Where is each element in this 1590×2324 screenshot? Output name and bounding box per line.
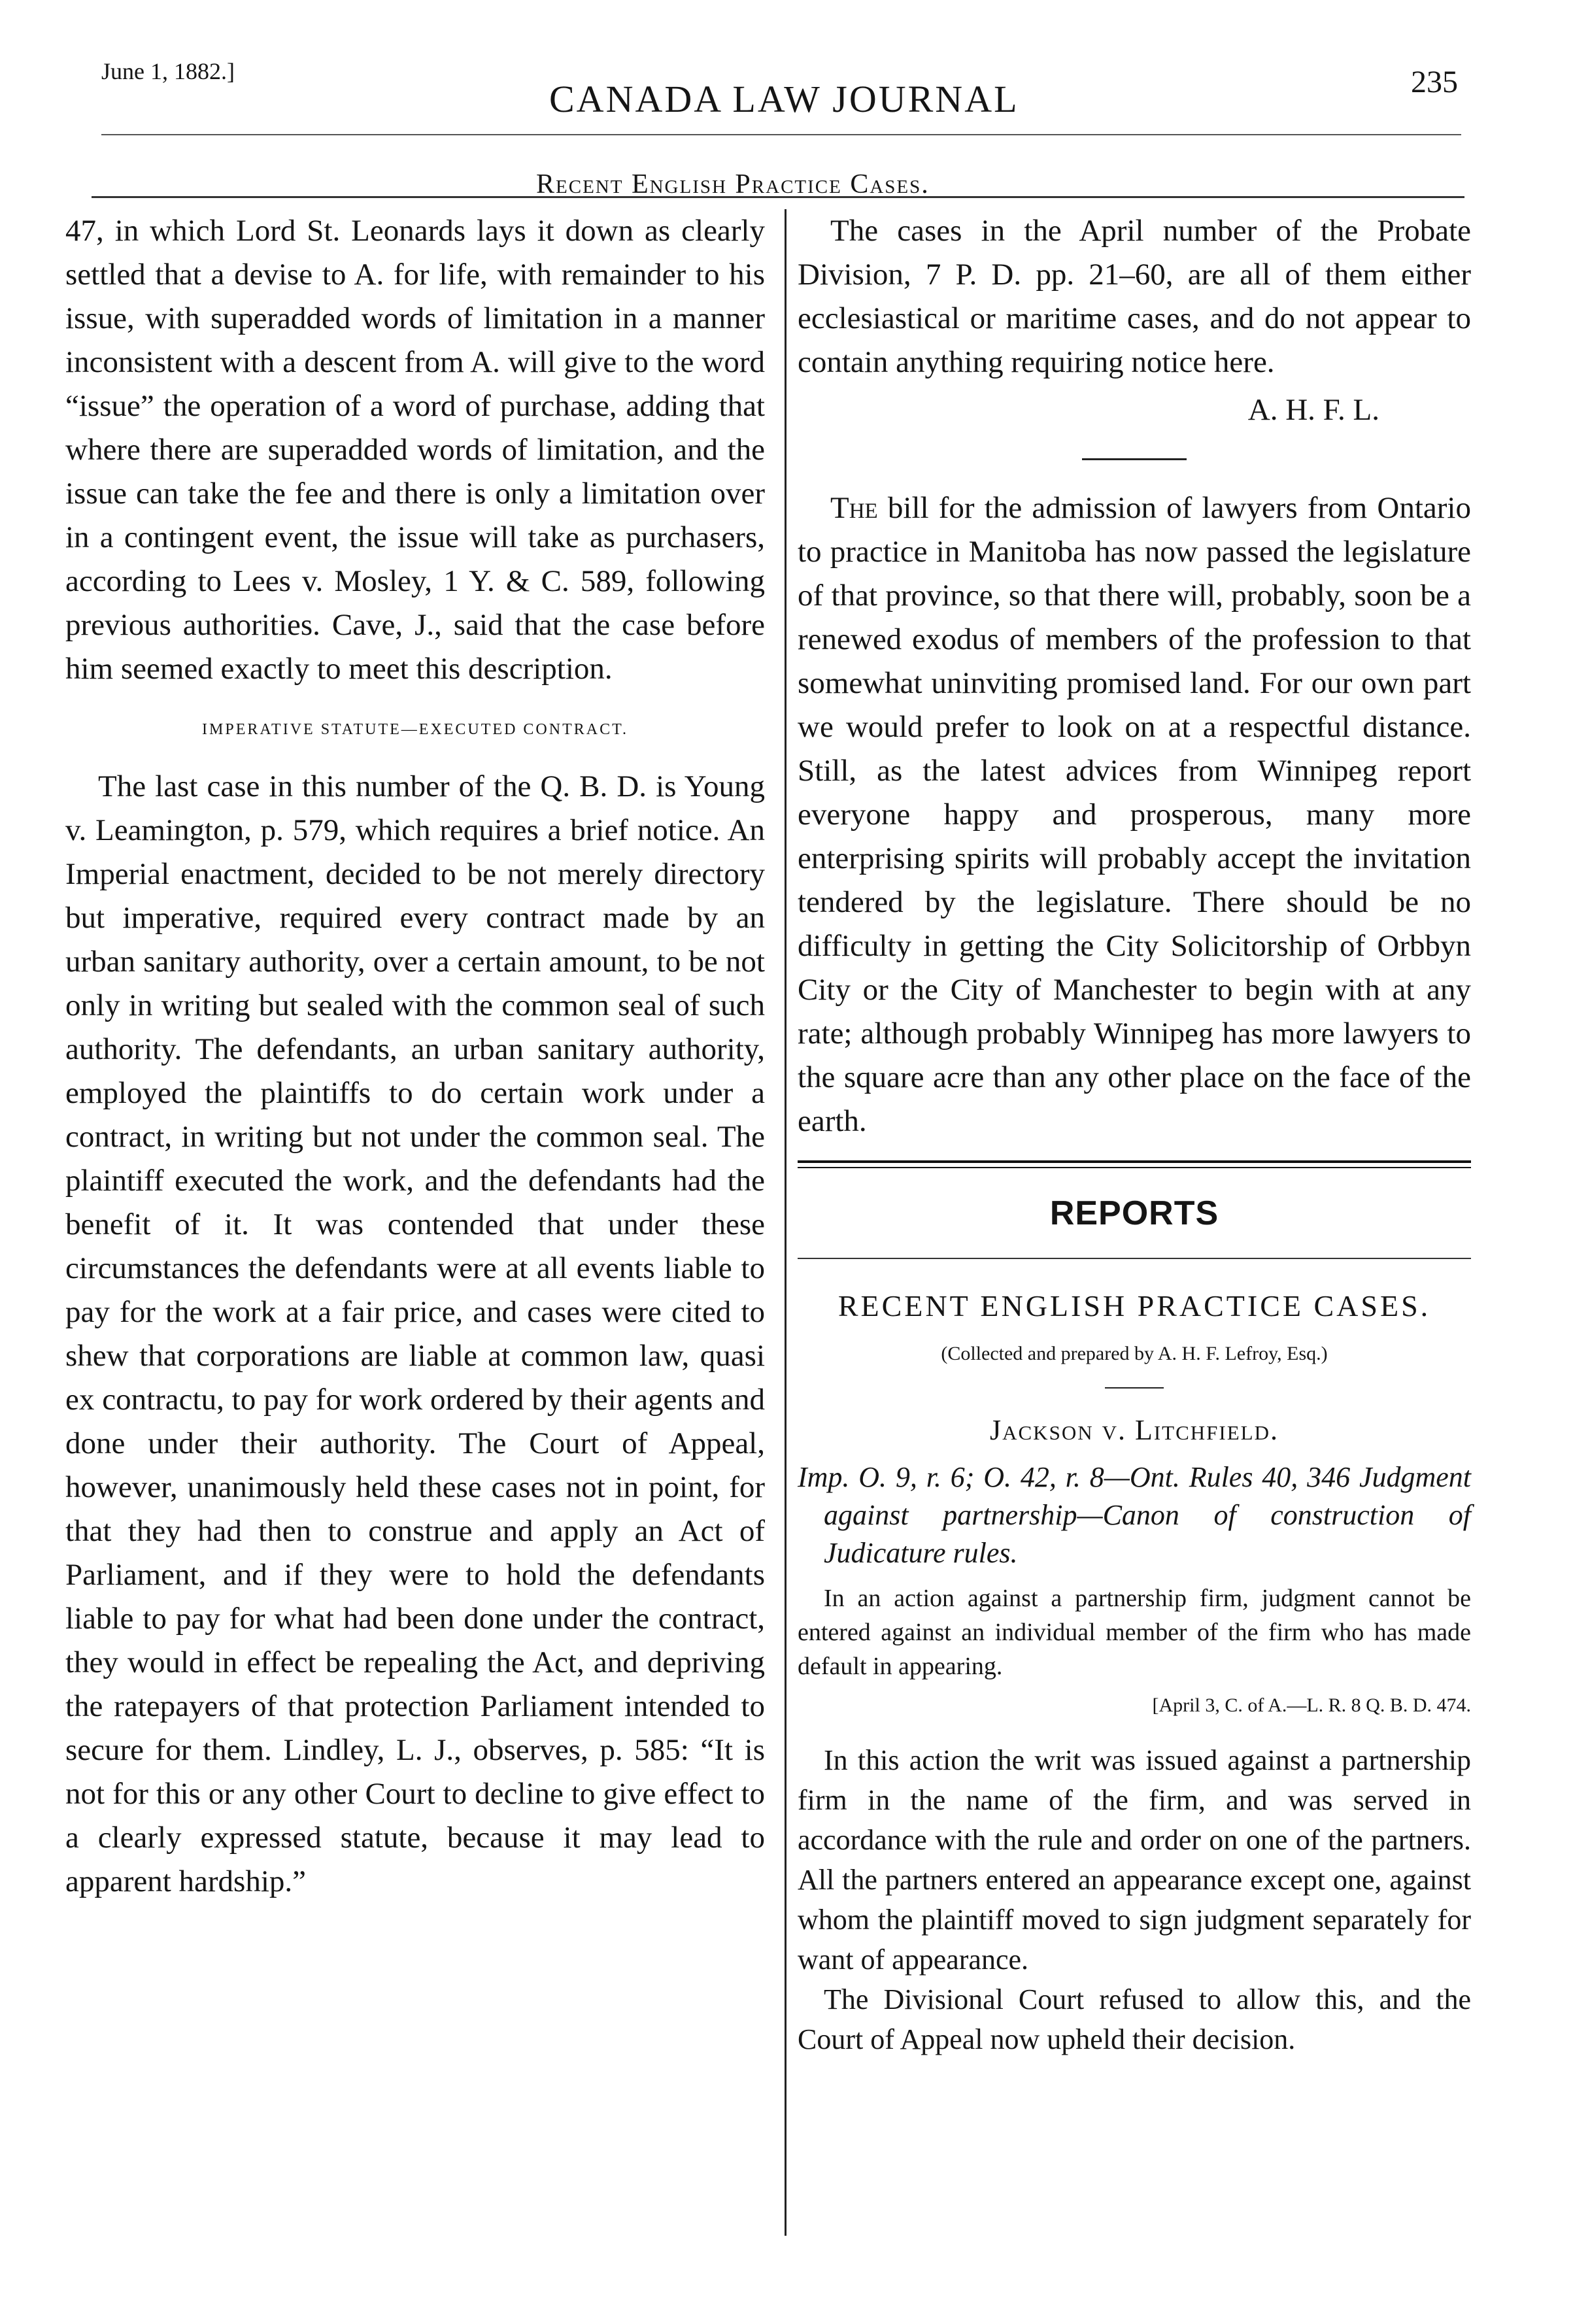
case-separator-rule xyxy=(1105,1387,1164,1389)
reports-rule xyxy=(798,1258,1471,1259)
paragraph-text: bill for the admission of lawyers from Ontario to practice in Manitoba has now passed the legislature of that province, so that there will, probably, soon be a renewed exodus of members of the profession to that somewhat uninviting promised land. For our own part we would prefer to look on at a respectful distance. Still, as the latest advices from Winnipeg report everyone happy and prosperous, many more enterprising spirits will probably accept the invitation tendered by the legislature. There should be no difficulty in getting the City Solicitorship of Orbbyn City or the City of Manchester to begin with at any rate; although probably Winnipeg has more lawyers to the square acre than any other place on the face of the earth. xyxy=(798,491,1471,1138)
right-paragraph-1: The cases in the April number of the Probate Division, 7 P. D. pp. 21–60, are all of them either ecclesiastical or maritime cases, and do not appear to contain anything requiring notice here. xyxy=(798,214,1471,379)
section-heading: RECENT ENGLISH PRACTICE CASES. xyxy=(837,1289,1431,1322)
running-title-rule xyxy=(92,196,1464,198)
left-paragraph-1: 47, in which Lord St. Leonards lays it down as clearly settled that a devise to A. for life, with remainder to his issue, with superadded words of limitation in a manner inconsistent with a descent from A. will give to the word “issue” the operation of a word of purchase, adding that where there are superadded words of limitation, and the issue can take the fee and there is only a limitation over in a contingent event, the issue will take as purchasers, according to Lees v. Mosley, 1 Y. & C. 589, following previous authorities. Cave, J., said that the case before him seemed exactly to meet this description. xyxy=(65,214,765,686)
running-title: Recent English Practice Cases. xyxy=(536,169,930,199)
issue-date: June 1, 1882.] xyxy=(101,58,235,84)
left-column xyxy=(65,209,765,1904)
collected-by-line: (Collected and prepared by A. H. F. Lefroy, Esq.) xyxy=(941,1343,1328,1364)
paragraph-lead-word: The xyxy=(830,491,878,525)
case-headnote: In an action against a partnership firm, judgment cannot be entered against an individual member of the firm who has made default in appearing. xyxy=(798,1585,1471,1680)
case-paragraph-1: In this action the writ was issued against a partnership firm in the name of the firm, and was served in accordance with the rule and order on one of the partners. All the partners entered an appearance except one, against whom the plaintiff moved to sign judgment separately for want of appearance. xyxy=(798,1744,1471,1976)
case-citation: Imp. O. 9, r. 6; O. 42, r. 8—Ont. Rules 40, 346 Judgment against partnership—Canon of construction of Judicature rules. xyxy=(798,1461,1471,1569)
header-rule xyxy=(101,134,1461,135)
left-paragraph-2: The last case in this number of the Q. B. D. is Young v. Leamington, p. 579, which requires a brief notice. An Imperial enactment, decided to be not merely directory but imperative, required every contract made by an urban sanitary authority, over a certain amount, to be not only in writing but sealed with the common seal of such authority. The defendants, an urban sanitary authority, employed the plaintiffs to do certain work under a contract, in writing but not under the common seal. The plaintiff executed the work, and the defendants had the benefit of it. It was contended that under these circumstances the defendants were at all events liable to pay for the work at a fair price, and cases were cited to shew that corporations are liable at common law, quasi ex contractu, to pay for work ordered by their agents and done under their authority. The Court of Appeal, however, unanimously held these cases not in point, for that they had then to construe and apply an Act of Parliament, and if they were to hold the defendants liable to pay for what had been done under the contract, they would in effect be repealing the Act, and depriving the ratepayers of that protection Parliament intended to secure for them. Lindley, L. J., observes, p. 585: “It is not for this or any other Court to decline to give effect to a clearly expressed statute, because it may lead to apparent hardship.” xyxy=(65,769,765,1898)
case-title: Jackson v. Litchfield. xyxy=(990,1414,1279,1446)
case-paragraph-2: The Divisional Court refused to allow this, and the Court of Appeal now upheld their decision. xyxy=(798,1983,1471,2055)
page-number: 235 xyxy=(1411,65,1458,99)
editorial-signature: A. H. F. L. xyxy=(1247,393,1379,427)
right-column xyxy=(798,209,1471,2059)
reports-heading: REPORTS xyxy=(1049,1194,1219,1232)
journal-title: CANADA LAW JOURNAL xyxy=(549,78,1019,120)
column-divider xyxy=(785,209,787,2236)
left-subheading: IMPERATIVE STATUTE—EXECUTED CONTRACT. xyxy=(202,721,628,738)
court-reference: [April 3, C. of A.—L. R. 8 Q. B. D. 474. xyxy=(1152,1694,1471,1716)
section-rule-thin xyxy=(798,1167,1471,1168)
separator-rule xyxy=(1082,458,1187,460)
right-paragraph-2 xyxy=(798,486,1471,1143)
section-rule-thick xyxy=(798,1160,1471,1163)
